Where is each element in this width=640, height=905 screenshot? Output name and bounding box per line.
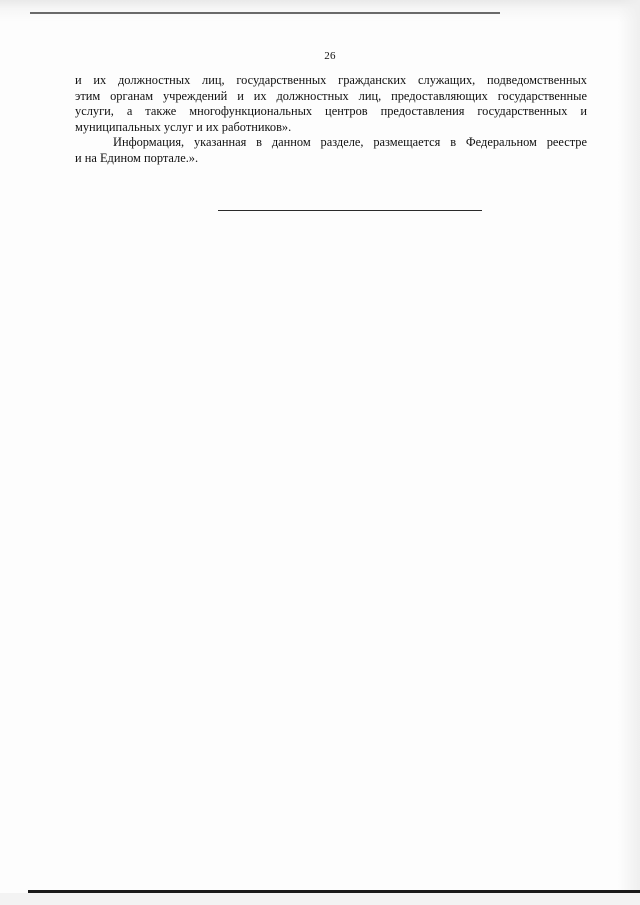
scan-right-edge [618,0,640,905]
paragraph-2-line-1: Информация, указанная в данном разделе, размещается в Федеральном реестре [113,135,587,150]
paragraph-2 [75,135,587,166]
scan-bottom-line [28,890,640,893]
paragraph-1-line-2: этим органам учреждений и их должностных лиц, предоставляющих государственные [75,88,587,103]
paragraph-1-line-1: и их должностных лиц, государственных гражданских служащих, подведомственных [75,73,587,87]
paragraph-2-line-2: и на Едином портале.». [75,150,199,165]
paragraph-1 [75,73,587,135]
body-text [75,73,587,167]
page-number: 26 [324,50,336,62]
paragraph-1-line-4: муниципальных услуг и их работников». [75,119,292,134]
paragraph-1-line-3: услуги, а также многофункциональных центров предоставления государственных и [75,104,587,119]
end-of-document-rule [218,210,482,211]
scan-bottom-shadow [0,893,640,905]
scan-top-line [30,12,500,14]
scan-top-edge [0,0,640,22]
